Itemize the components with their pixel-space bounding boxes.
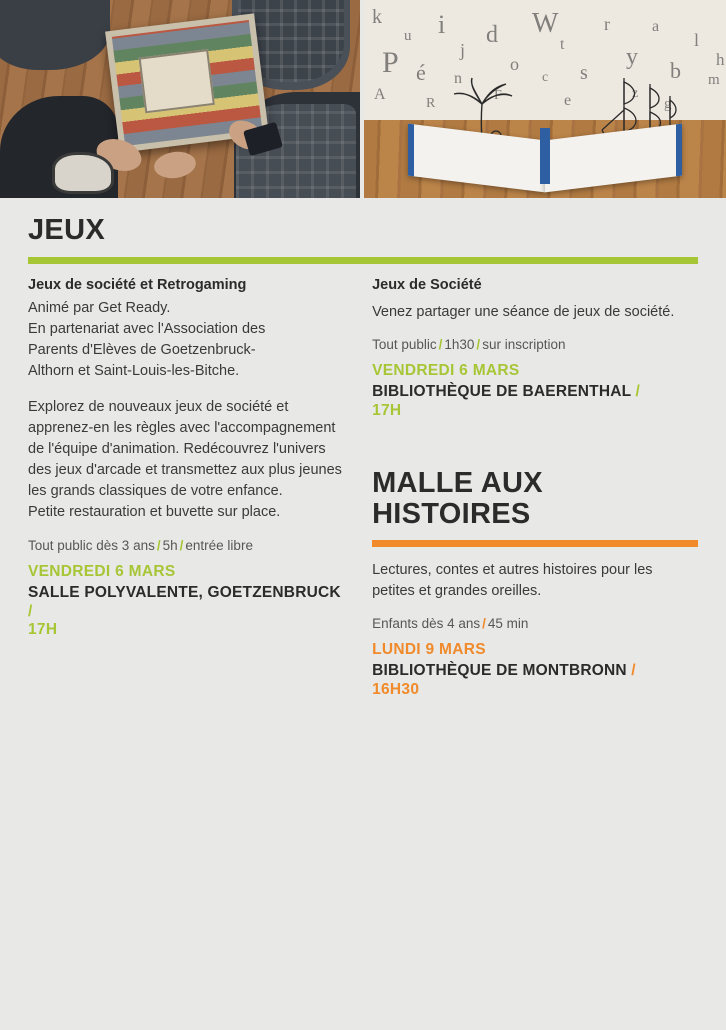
meta-access: entrée libre (185, 537, 253, 553)
place-text: BIBLIOTHÈQUE DE MONTBRONN (372, 662, 627, 680)
event-hour-malle: 16H30 (372, 680, 420, 698)
place-slash-icon: / (635, 383, 641, 401)
page-title: JEUX (28, 214, 105, 246)
event-place-jeux-societe (372, 382, 698, 401)
poster-content (0, 198, 726, 699)
photo-board-games (0, 0, 360, 198)
intro-line: Althorn et Saint-Louis-les-Bitche. (28, 363, 240, 380)
meta-audience: Enfants dès 4 ans (372, 616, 481, 632)
event-description-malle: Lectures, contes et autres histoires pour les petites et grandes oreilles. (372, 562, 653, 600)
meta-separator-icon: / (179, 537, 184, 553)
event-lead-jeux-retrogaming: Jeux de société et Retrogaming (28, 277, 247, 293)
meta-access: sur inscription (482, 337, 566, 353)
title-rule-green (28, 257, 698, 264)
spacer (28, 383, 344, 397)
event-description: Explorez de nouveaux jeux de société et apprenez-en les règles avec l'accompagnement de l'équipe d'animation. Redécouvrez l'univers des jeux d'arcade et transmettez aux plus jeunes les grands classiques de votre enfance. (28, 398, 342, 500)
meta-duration: 45 min (487, 616, 529, 632)
meta-separator-icon: / (156, 537, 161, 553)
event-hour-jeux-retrogaming: 17H (28, 621, 58, 639)
meta-audience: Tout public dès 3 ans (28, 537, 155, 553)
book-page-left (408, 124, 545, 193)
intro-line: Animé par Get Ready. (28, 300, 171, 316)
photo-band (0, 0, 726, 198)
event-meta-jeux-retrogaming (28, 538, 344, 553)
section-title-malle-aux-histoires: MALLE AUX HISTOIRES (372, 466, 543, 530)
meta-separator-icon: / (482, 616, 486, 632)
place-text: BIBLIOTHÈQUE DE BAERENTHAL (372, 383, 632, 401)
event-intro-block (28, 298, 344, 383)
meta-duration: 5h (162, 537, 178, 553)
two-column-layout (28, 277, 698, 699)
photo-open-book (364, 0, 726, 198)
place-text: SALLE POLYVALENTE, GOETZENBRUCK (28, 583, 341, 601)
column-right (372, 277, 698, 699)
meta-duration: 1h30 (444, 337, 475, 353)
book-page-right (545, 124, 682, 193)
event-date-jeux-retrogaming: VENDREDI 6 MARS (28, 562, 176, 580)
event-description-jeux-societe: Venez partager une séance de jeux de société. (372, 304, 675, 320)
meta-separator-icon: / (476, 337, 481, 353)
meta-audience: Tout public (372, 337, 437, 353)
place-slash-icon: / (631, 662, 636, 680)
event-place-jeux-retrogaming (28, 583, 344, 622)
meta-separator-icon: / (438, 337, 443, 353)
title-rule-orange (372, 540, 698, 547)
event-hour-jeux-societe: 17H (372, 401, 402, 419)
shoe (52, 152, 114, 194)
intro-line: En partenariat avec l'Association des (28, 321, 266, 338)
event-lead-jeux-societe: Jeux de Société (372, 277, 482, 293)
event-meta-malle (372, 616, 698, 631)
open-book (408, 110, 682, 184)
event-meta-jeux-societe (372, 337, 698, 352)
spacer (372, 420, 698, 468)
place-slash-icon: / (28, 602, 33, 620)
intro-line: Parents d'Elèves de Goetzenbruck- (28, 342, 256, 359)
event-date-malle: LUNDI 9 MARS (372, 641, 486, 659)
book-spine (540, 128, 550, 184)
flying-letters: k u i j P é n d o W t s r y a b l m F e z A R g h c (372, 6, 725, 112)
column-left (28, 277, 344, 699)
event-description-extra: Petite restauration et buvette sur place. (28, 504, 281, 521)
event-date-jeux-societe: VENDREDI 6 MARS (372, 362, 520, 380)
event-place-malle (372, 661, 698, 680)
